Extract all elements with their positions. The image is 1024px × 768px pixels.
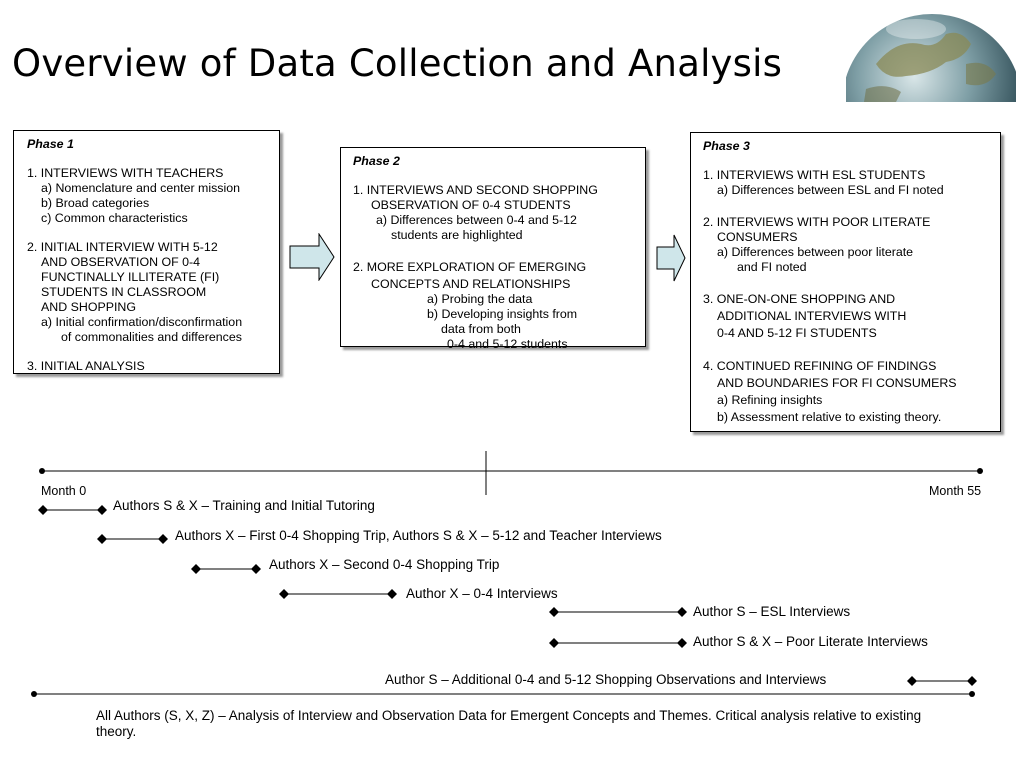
timeline-start-dot [39,468,45,474]
phase-3-line: a) Differences between ESL and FI noted [717,183,944,197]
phase-2-line: students are highlighted [391,228,523,242]
phase-2-line: 1. INTERVIEWS AND SECOND SHOPPING [353,183,598,197]
activity-segment [279,589,397,599]
phase-3-line: 0-4 AND 5-12 FI STUDENTS [717,326,877,340]
activity-label: Author S & X – Poor Literate Interviews [693,634,928,649]
phase-3-line: 4. CONTINUED REFINING OF FINDINGS [703,359,937,373]
activity-label: Author X – 0-4 Interviews [406,586,558,601]
activity-segment [191,564,261,574]
phase-3-line: b) Assessment relative to existing theory. [717,410,942,424]
phase-1-heading: Phase 1 [27,137,74,151]
earth-globe-icon [846,4,1016,102]
phase-1-line: of commonalities and differences [61,330,242,344]
phase-2-line: a) Probing the data [427,292,533,306]
activity-label: Author S – Additional 0-4 and 5-12 Shopping Observations and Interviews [385,672,827,687]
phase-3-line: a) Differences between poor literate [717,245,914,259]
activity-segment [907,676,977,686]
activity-label: Authors X – First 0-4 Shopping Trip, Authors S & X – 5-12 and Teacher Interviews [175,528,662,543]
final-analysis-note: All Authors (S, X, Z) – Analysis of Interview and Observation Data for Emergent Concepts and Themes. Critical analysis relative to existing theory. [96,708,922,739]
phase-1-line: a) Initial confirmation/disconfirmation [41,315,243,329]
phase-2-heading: Phase 2 [353,154,400,168]
month-end-label: Month 55 [929,484,982,498]
phase-1-line: 1. INTERVIEWS WITH TEACHERS [27,166,224,180]
activity-label: Author S – ESL Interviews [693,604,851,619]
phase-1-line: AND OBSERVATION OF 0-4 [41,255,201,269]
phase-2-line: a) Differences between 0-4 and 5-12 [376,213,577,227]
activity-segment [38,505,107,515]
timeline-graphic [0,440,1024,710]
analysis-bar [31,691,975,697]
timeline-end-dot [977,468,983,474]
phase-2-line: data from both [441,322,521,336]
phase-2-line: 0-4 and 5-12 students [447,337,568,351]
phase-2-line: CONCEPTS AND RELATIONSHIPS [371,277,571,291]
phase-2-line: 2. MORE EXPLORATION OF EMERGING [353,260,587,274]
phase-3-line: 3. ONE-ON-ONE SHOPPING AND [703,292,896,306]
phase-3-heading: Phase 3 [703,139,750,153]
phase-1-line: b) Broad categories [41,196,150,210]
phase-arrow-1 [289,233,335,281]
phase-2-line: b) Developing insights from [427,307,578,321]
phase-3-line: 2. INTERVIEWS WITH POOR LITERATE [703,215,931,229]
phase-2-box [340,147,646,351]
phase-3-box [690,132,1001,432]
activity-segment [97,534,168,544]
phase-1-line: a) Nomenclature and center mission [41,181,241,195]
phase-1-line: AND SHOPPING [41,300,137,314]
phase-1-box [13,130,280,374]
month-start-label: Month 0 [41,484,87,498]
phase-arrow-2 [656,234,686,282]
phase-1-line: 2. INITIAL INTERVIEW WITH 5-12 [27,240,218,254]
phase-1-line: c) Common characteristics [41,211,188,225]
phase-3-line: 1. INTERVIEWS WITH ESL STUDENTS [703,168,926,182]
activity-segment [549,638,687,648]
phase-3-line: ADDITIONAL INTERVIEWS WITH [717,309,907,323]
phase-3-line: a) Refining insights [717,393,823,407]
activity-label: Authors S & X – Training and Initial Tutoring [113,498,375,513]
phase-1-line: STUDENTS IN CLASSROOM [41,285,207,299]
phase-1-line: 3. INITIAL ANALYSIS [27,359,145,373]
phase-1-line: FUNCTINALLY ILLITERATE (FI) [41,270,220,284]
phase-3-line: and FI noted [737,260,807,274]
phase-2-line: OBSERVATION OF 0-4 STUDENTS [371,198,571,212]
activity-segment [549,607,687,617]
activity-label: Authors X – Second 0-4 Shopping Trip [269,557,500,572]
phase-3-line: CONSUMERS [717,230,798,244]
phase-3-line: AND BOUNDARIES FOR FI CONSUMERS [717,376,957,390]
slide-title: Overview of Data Collection and Analysis [12,42,783,85]
